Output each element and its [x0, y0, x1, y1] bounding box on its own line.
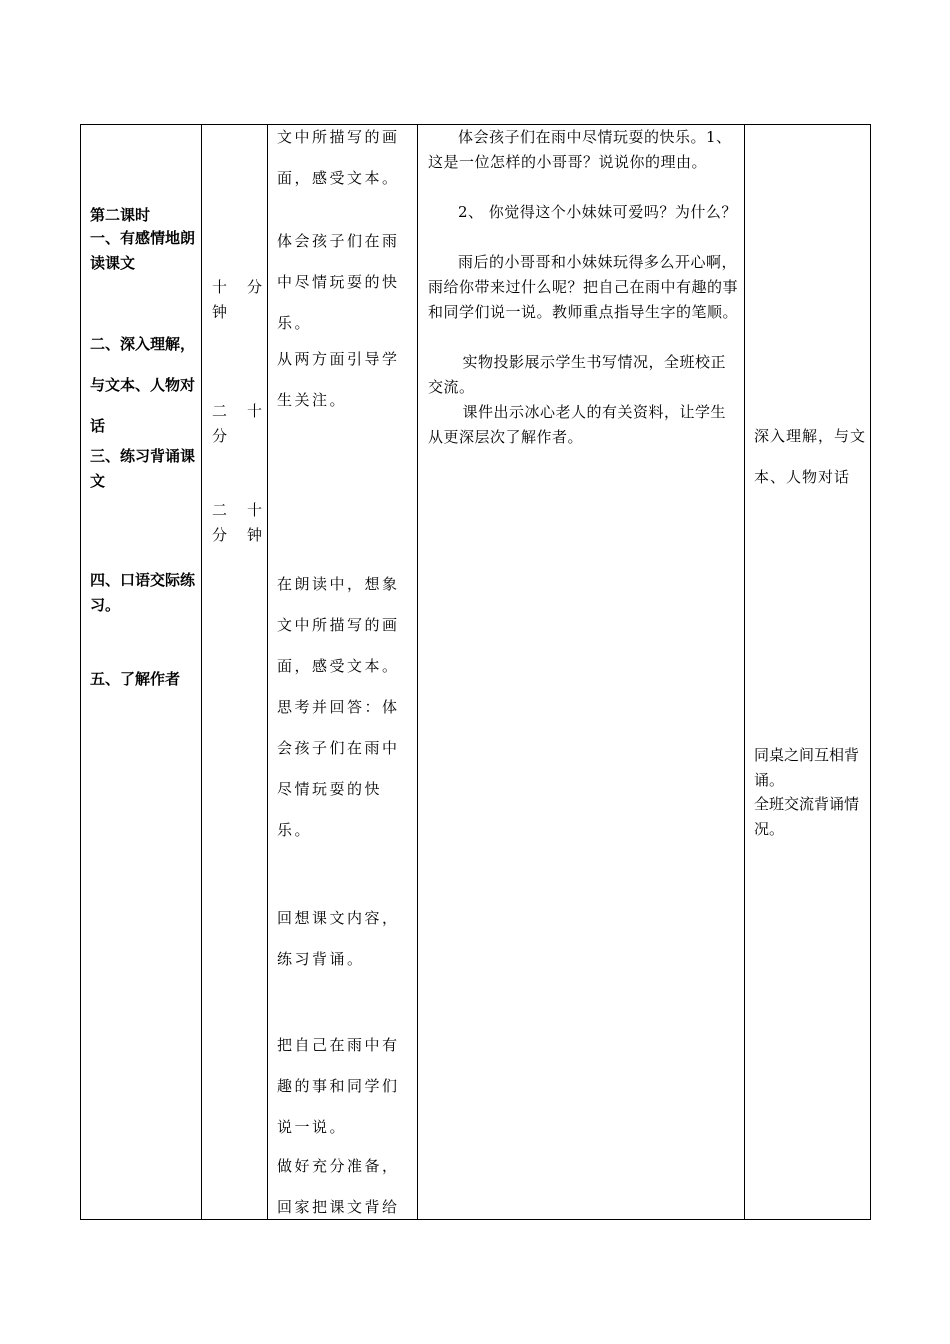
- lesson-title: 第二课时: [90, 206, 151, 224]
- step-4: 四、口语交际练习。: [90, 571, 196, 614]
- teacher-text-5: 课件出示冰心老人的有关资料，让学生从更深层次了解作者。: [428, 403, 727, 446]
- student-text-3: 从两方面引导学生关注。: [277, 350, 400, 409]
- steps-cell: [81, 125, 202, 1220]
- teacher-text-3: 雨后的小哥哥和小妹妹玩得多么开心啊，雨给你带来过什么呢？把自己在雨中有趣的事和同学们说一说。教师重点指导生字的笔顺。: [428, 253, 739, 321]
- teacher-text-1: 体会孩子们在雨中尽情玩耍的快乐。1、 这是一位怎样的小哥哥？说说你的理由。: [428, 128, 732, 171]
- intent-text-1: 深入理解，与文本、人物对话: [754, 427, 867, 486]
- student-text-2: 体会孩子们在雨中尽情玩耍的快乐。: [277, 232, 400, 332]
- step-1: 一、有感情地朗读课文: [90, 229, 196, 272]
- student-text-7: 把自己在雨中有趣的事和同学们说一说。: [277, 1036, 400, 1136]
- step-5: 五、了解作者: [90, 670, 181, 688]
- teacher-text-4: 实物投影展示学生书写情况，全班校正交流。: [428, 353, 727, 396]
- time-3: 二 十分钟: [212, 501, 262, 544]
- intent-text-2: 同桌之间互相背诵。: [754, 746, 860, 789]
- student-text-4: 在朗读中，想象文中所描写的画面，感受文本。: [277, 575, 400, 675]
- lesson-plan-table: [80, 124, 871, 1220]
- step-2: 二、深入理解，与文本、人物对话: [90, 335, 196, 435]
- time-cell: [202, 125, 268, 1220]
- table-row: [81, 125, 871, 1220]
- intent-text-3: 全班交流背诵情况。: [754, 795, 860, 838]
- student-activity-cell: [268, 125, 418, 1220]
- design-intent-cell: [745, 125, 871, 1220]
- student-text-8: 做好充分准备，回家把课文背给: [277, 1157, 400, 1216]
- teacher-text-2: 2、 你觉得这个小妹妹可爱吗？为什么？: [458, 203, 737, 221]
- teacher-activity-cell: [418, 125, 745, 1220]
- student-text-6: 回想课文内容，练习背诵。: [277, 909, 400, 968]
- step-3: 三、练习背诵课文: [90, 447, 196, 490]
- time-2: 二 十分: [212, 402, 262, 445]
- student-text-5: 思考并回答：体会孩子们在雨中尽情玩耍的快乐。: [277, 698, 400, 839]
- time-1: 十 分钟: [212, 278, 262, 321]
- student-text-1: 文中所描写的画面，感受文本。: [277, 128, 400, 187]
